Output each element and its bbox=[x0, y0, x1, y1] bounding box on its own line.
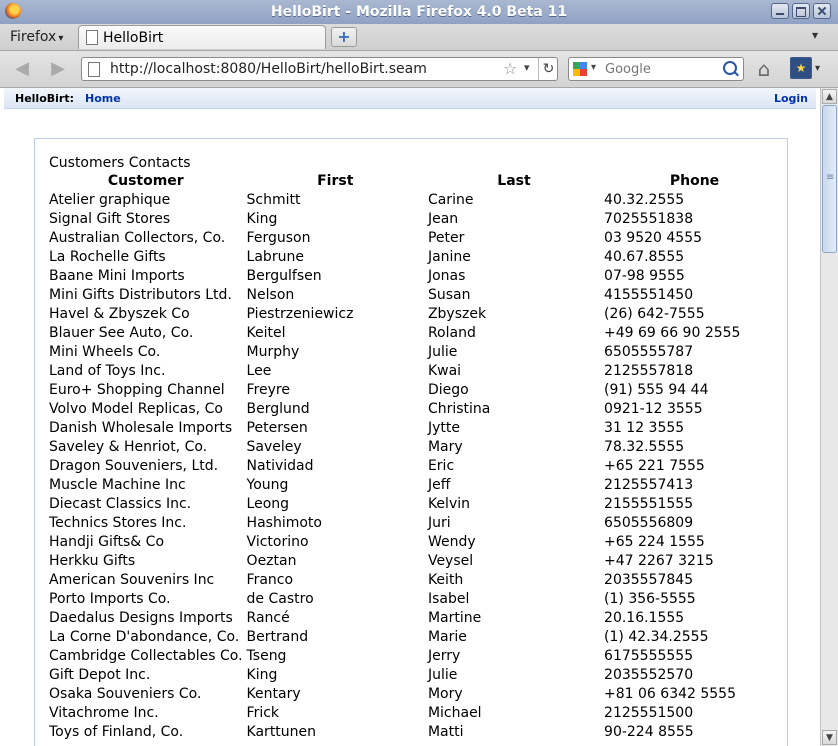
scroll-up-arrow-icon[interactable]: ▲ bbox=[822, 89, 837, 104]
cell-last: Veysel bbox=[427, 552, 474, 569]
table-row bbox=[47, 475, 787, 494]
chevron-down-icon[interactable]: ▾ bbox=[591, 62, 597, 73]
table-row bbox=[47, 209, 787, 228]
cell-first: Saveley bbox=[246, 438, 302, 455]
column-header-phone: Phone bbox=[669, 172, 720, 189]
cell-phone: 4155551450 bbox=[604, 286, 694, 303]
cell-first: Rancé bbox=[246, 609, 290, 626]
table-row bbox=[47, 285, 787, 304]
cell-last: Eric bbox=[427, 457, 455, 474]
cell-customer: Dragon Souveniers, Ltd. bbox=[49, 457, 219, 474]
cell-first: Freyre bbox=[246, 381, 290, 398]
list-all-tabs-icon[interactable]: ▾ bbox=[812, 28, 819, 42]
login-link[interactable]: Login bbox=[773, 92, 808, 105]
cell-first: Labrune bbox=[246, 248, 304, 265]
cell-first: Frick bbox=[246, 704, 280, 721]
cell-phone: (1) 42.34.2555 bbox=[604, 628, 709, 645]
cell-phone: 6505555787 bbox=[604, 343, 694, 360]
table-row bbox=[47, 266, 787, 285]
cell-phone: 40.32.2555 bbox=[604, 191, 685, 208]
cell-customer: Muscle Machine Inc bbox=[49, 476, 186, 493]
cell-phone: 07-98 9555 bbox=[604, 267, 685, 284]
table-row bbox=[47, 456, 787, 475]
table-row bbox=[47, 418, 787, 437]
cell-last: Matti bbox=[427, 723, 464, 740]
url-text[interactable]: http://localhost:8080/HelloBirt/helloBirt.seam bbox=[110, 61, 427, 77]
table-row bbox=[47, 665, 787, 684]
cell-first: Petersen bbox=[246, 419, 308, 436]
window-titlebar bbox=[0, 0, 838, 25]
tab-bar bbox=[0, 24, 838, 51]
url-bar[interactable] bbox=[81, 57, 558, 81]
cell-phone: 78.32.5555 bbox=[604, 438, 685, 455]
forward-button[interactable]: ▶ bbox=[51, 58, 65, 79]
table-row bbox=[47, 247, 787, 266]
cell-first: Oeztan bbox=[246, 552, 297, 569]
column-header-first: First bbox=[317, 172, 354, 189]
table-row bbox=[47, 589, 787, 608]
table-row bbox=[47, 323, 787, 342]
cell-phone: 40.67.8555 bbox=[604, 248, 685, 265]
cell-customer: Volvo Model Replicas, Co bbox=[49, 400, 223, 417]
cell-customer: Danish Wholesale Imports bbox=[49, 419, 233, 436]
table-row bbox=[47, 627, 787, 646]
cell-customer: Porto Imports Co. bbox=[49, 590, 171, 607]
cell-phone: +65 224 1555 bbox=[604, 533, 705, 550]
page-viewport bbox=[0, 88, 820, 746]
cell-last: Jerry bbox=[427, 647, 461, 664]
report-frame bbox=[34, 138, 788, 746]
chevron-down-icon[interactable]: ▾ bbox=[815, 63, 821, 74]
cell-last: Julie bbox=[427, 666, 458, 683]
cell-first: Bergulfsen bbox=[246, 267, 322, 284]
google-engine-icon[interactable] bbox=[573, 62, 587, 76]
table-row bbox=[47, 228, 787, 247]
cell-phone: +49 69 66 90 2555 bbox=[604, 324, 741, 341]
cell-last: Wendy bbox=[427, 533, 476, 550]
cell-last: Julie bbox=[427, 343, 458, 360]
cell-first: Bertrand bbox=[246, 628, 309, 645]
table-row bbox=[47, 399, 787, 418]
url-history-dropdown-icon[interactable]: ▾ bbox=[524, 61, 530, 74]
table-row bbox=[47, 684, 787, 703]
cell-customer: Saveley & Henriot, Co. bbox=[49, 438, 208, 455]
cell-first: Leong bbox=[246, 495, 290, 512]
cell-last: Martine bbox=[427, 609, 482, 626]
scrollbar-thumb[interactable] bbox=[822, 105, 837, 253]
cell-customer: American Souvenirs Inc bbox=[49, 571, 215, 588]
table-row bbox=[47, 190, 787, 209]
search-input[interactable] bbox=[605, 60, 717, 78]
cell-first: Victorino bbox=[246, 533, 309, 550]
search-box[interactable] bbox=[568, 57, 744, 81]
cell-first: Natividad bbox=[246, 457, 314, 474]
cell-customer: Daedalus Designs Imports bbox=[49, 609, 233, 626]
bookmarks-button[interactable]: ★ bbox=[790, 57, 812, 79]
cell-first: Murphy bbox=[246, 343, 300, 360]
cell-first: Schmitt bbox=[246, 191, 301, 208]
cell-customer: Osaka Souveniers Co. bbox=[49, 685, 202, 702]
cell-last: Jonas bbox=[427, 267, 466, 284]
cell-phone: +47 2267 3215 bbox=[604, 552, 714, 569]
cell-first: King bbox=[246, 210, 278, 227]
cell-last: Roland bbox=[427, 324, 476, 341]
cell-phone: 7025551838 bbox=[604, 210, 694, 227]
cell-phone: 6505556809 bbox=[604, 514, 694, 531]
cell-customer: Gift Depot Inc. bbox=[49, 666, 151, 683]
cell-customer: Land of Toys Inc. bbox=[49, 362, 166, 379]
tab-hellobirt[interactable] bbox=[78, 25, 326, 49]
cell-first: Franco bbox=[246, 571, 294, 588]
cell-phone: (1) 356-5555 bbox=[604, 590, 696, 607]
app-brand: HelloBirt: bbox=[15, 92, 75, 105]
bookmark-star-icon[interactable]: ☆ bbox=[503, 59, 518, 78]
cell-first: Lee bbox=[246, 362, 272, 379]
column-header-last: Last bbox=[497, 172, 531, 189]
cell-customer: Australian Collectors, Co. bbox=[49, 229, 226, 246]
cell-last: Kelvin bbox=[427, 495, 470, 512]
cell-phone: (91) 555 94 44 bbox=[604, 381, 709, 398]
cell-first: Ferguson bbox=[246, 229, 311, 246]
cell-first: Piestrzeniewicz bbox=[246, 305, 354, 322]
table-row bbox=[47, 513, 787, 532]
cell-phone: 31 12 3555 bbox=[604, 419, 685, 436]
cell-phone: 2125557818 bbox=[604, 362, 694, 379]
table-row bbox=[47, 703, 787, 722]
table-row bbox=[47, 342, 787, 361]
cell-first: Keitel bbox=[246, 324, 286, 341]
cell-customer: Diecast Classics Inc. bbox=[49, 495, 192, 512]
cell-customer: Mini Gifts Distributors Ltd. bbox=[49, 286, 232, 303]
table-row bbox=[47, 608, 787, 627]
cell-phone: 6175555555 bbox=[604, 647, 694, 664]
cell-phone: 2155551555 bbox=[604, 495, 694, 512]
cell-last: Marie bbox=[427, 628, 467, 645]
cell-customer: Baane Mini Imports bbox=[49, 267, 185, 284]
cell-phone: 03 9520 4555 bbox=[604, 229, 703, 246]
cell-customer: Atelier graphique bbox=[49, 191, 171, 208]
cell-first: Berglund bbox=[246, 400, 310, 417]
table-row bbox=[47, 551, 787, 570]
cell-customer: Blauer See Auto, Co. bbox=[49, 324, 194, 341]
firefox-menu-label: Firefox bbox=[10, 29, 57, 45]
cell-last: Jean bbox=[427, 210, 459, 227]
cell-phone: 2035552570 bbox=[604, 666, 694, 683]
cell-phone: 0921-12 3555 bbox=[604, 400, 703, 417]
cell-last: Christina bbox=[427, 400, 491, 417]
cell-first: Hashimoto bbox=[246, 514, 322, 531]
cell-last: Carine bbox=[427, 191, 474, 208]
minimize-button[interactable] bbox=[771, 3, 789, 19]
table-header-row bbox=[47, 171, 787, 190]
maximize-button[interactable] bbox=[792, 3, 810, 19]
close-window-button[interactable] bbox=[813, 3, 831, 19]
cell-last: Jytte bbox=[427, 419, 460, 436]
cell-customer: Havel & Zbyszek Co bbox=[49, 305, 190, 322]
cell-customer: Handji Gifts& Co bbox=[49, 533, 165, 550]
firefox-menu-button[interactable] bbox=[4, 27, 69, 47]
cell-last: Juri bbox=[427, 514, 451, 531]
cell-phone: (26) 642-7555 bbox=[604, 305, 705, 322]
table-row bbox=[47, 380, 787, 399]
cell-phone: 20.16.1555 bbox=[604, 609, 685, 626]
contacts-table bbox=[47, 171, 787, 741]
cell-first: de Castro bbox=[246, 590, 314, 607]
table-row bbox=[47, 304, 787, 323]
cell-last: Keith bbox=[427, 571, 464, 588]
cell-customer: La Rochelle Gifts bbox=[49, 248, 166, 265]
cell-last: Janine bbox=[427, 248, 471, 265]
cell-last: Susan bbox=[427, 286, 471, 303]
cell-customer: Signal Gift Stores bbox=[49, 210, 171, 227]
cell-last: Mary bbox=[427, 438, 463, 455]
cell-phone: 2125557413 bbox=[604, 476, 694, 493]
cell-first: Karttunen bbox=[246, 723, 317, 740]
back-button[interactable]: ◀ bbox=[15, 58, 29, 79]
table-row bbox=[47, 437, 787, 456]
cell-first: Kentary bbox=[246, 685, 301, 702]
page-icon bbox=[86, 30, 98, 45]
table-row bbox=[47, 494, 787, 513]
cell-customer: Herkku Gifts bbox=[49, 552, 136, 569]
search-icon[interactable] bbox=[723, 61, 737, 75]
chevron-down-icon: ▾ bbox=[58, 33, 64, 44]
navigation-toolbar bbox=[0, 51, 838, 88]
new-tab-button[interactable]: + bbox=[331, 27, 357, 47]
tab-label: HelloBirt bbox=[103, 30, 164, 46]
page-icon bbox=[88, 62, 100, 77]
cell-last: Peter bbox=[427, 229, 465, 246]
table-row bbox=[47, 646, 787, 665]
cell-last: Kwai bbox=[427, 362, 462, 379]
cell-phone: 90-224 8555 bbox=[604, 723, 694, 740]
cell-last: Isabel bbox=[427, 590, 470, 607]
scroll-down-arrow-icon[interactable]: ▼ bbox=[822, 730, 837, 745]
cell-customer: La Corne D'abondance, Co. bbox=[49, 628, 240, 645]
report-title: Customers Contacts bbox=[49, 155, 191, 171]
column-header-customer: Customer bbox=[107, 172, 184, 189]
cell-last: Zbyszek bbox=[427, 305, 487, 322]
cell-customer: Technics Stores Inc. bbox=[49, 514, 187, 531]
app-header bbox=[4, 88, 816, 109]
cell-customer: Cambridge Collectables Co. bbox=[49, 647, 243, 664]
reload-button[interactable]: ↻ bbox=[538, 58, 558, 80]
cell-last: Jeff bbox=[427, 476, 451, 493]
cell-last: Mory bbox=[427, 685, 463, 702]
cell-customer: Toys of Finland, Co. bbox=[49, 723, 184, 740]
vertical-scrollbar[interactable] bbox=[820, 88, 838, 746]
cell-phone: +65 221 7555 bbox=[604, 457, 705, 474]
table-row bbox=[47, 361, 787, 380]
cell-last: Michael bbox=[427, 704, 482, 721]
cell-first: Tseng bbox=[246, 647, 287, 664]
cell-first: Young bbox=[246, 476, 289, 493]
table-row bbox=[47, 722, 787, 741]
cell-customer: Mini Wheels Co. bbox=[49, 343, 161, 360]
cell-phone: 2035557845 bbox=[604, 571, 694, 588]
home-button[interactable]: ⌂ bbox=[757, 57, 771, 81]
cell-customer: Euro+ Shopping Channel bbox=[49, 381, 225, 398]
table-row bbox=[47, 532, 787, 551]
home-link[interactable]: Home bbox=[85, 92, 121, 105]
cell-phone: +81 06 6342 5555 bbox=[604, 685, 736, 702]
table-row bbox=[47, 570, 787, 589]
cell-phone: 2125551500 bbox=[604, 704, 694, 721]
cell-first: King bbox=[246, 666, 278, 683]
cell-first: Nelson bbox=[246, 286, 295, 303]
cell-last: Diego bbox=[427, 381, 469, 398]
window-title: HelloBirt - Mozilla Firefox 4.0 Beta 11 bbox=[270, 4, 568, 20]
cell-customer: Vitachrome Inc. bbox=[49, 704, 159, 721]
